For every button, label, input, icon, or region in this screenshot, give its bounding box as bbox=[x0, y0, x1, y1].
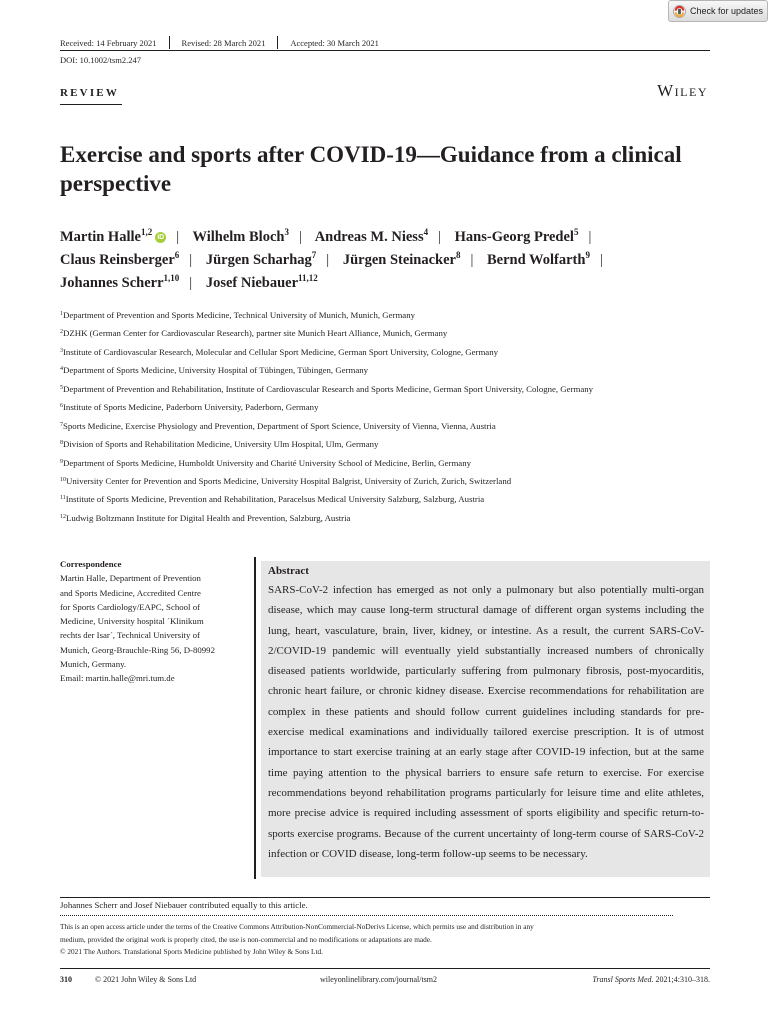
accepted-date: Accepted: 30 March 2021 bbox=[290, 37, 379, 48]
author-list: Martin Halle$^{1,2}$iD | Wilhelm Bloch$^3$ | Andreas M. Niess$^4$ | Hans-Georg Predel$^5$ | Claus Reinsberger$^6$ | Jürgen Scharhag$^7$ | Jürgen Steinacker$^8$ | Bernd Wolfarth$^9$ | Johannes Scherr$^{1,10}$ | Josef Niebauer$^{11,12}$ bbox=[60, 227, 603, 291]
correspondence-line: for Sports Cardiology/EAPC, School of bbox=[60, 601, 201, 612]
affiliation: $^1$Department of Prevention and Sports Medicine, Technical University of Munich, Munich, Germany bbox=[60, 310, 415, 320]
article-title: Exercise and sports after COVID-19—Guidance from a clinical perspective bbox=[60, 142, 682, 196]
affiliation: $^2$DZHK (German Center for Cardiovascular Research), partner site Munich Heart Alliance, Munich, Germany bbox=[60, 328, 448, 339]
correspondence-line: Medicine, University hospital ´Klinikum bbox=[60, 616, 204, 627]
author-name[interactable]: Josef Niebauer$^{11,12}$ bbox=[205, 273, 318, 291]
abstract-box bbox=[261, 561, 710, 877]
license-line: © 2021 The Authors. Translational Sports Medicine published by John Wiley & Sons Ltd. bbox=[60, 947, 324, 956]
footer-rule bbox=[60, 968, 710, 969]
correspondence-email[interactable]: Email: martin.halle@mri.tum.de bbox=[60, 673, 175, 684]
author-name[interactable]: Hans-Georg Predel$^5$ bbox=[454, 227, 579, 245]
article-dates bbox=[60, 36, 379, 49]
author-name[interactable]: Wilhelm Bloch$^3$ bbox=[192, 227, 289, 245]
section-underline bbox=[60, 104, 122, 105]
date-separator bbox=[277, 36, 278, 49]
correspondence-line: Martin Halle, Department of Prevention bbox=[60, 573, 201, 584]
correspondence-heading: Correspondence bbox=[60, 559, 122, 569]
affiliation: $^6$Institute of Sports Medicine, Paderborn University, Paderborn, Germany bbox=[60, 402, 319, 413]
check-for-updates-label: Check for updates bbox=[690, 6, 764, 16]
orcid-icon[interactable]: iD bbox=[157, 234, 165, 241]
header-rule bbox=[60, 50, 710, 51]
affiliation: $^3$Institute of Cardiovascular Research, Molecular and Cellular Sport Medicine, German Sport University, Cologne, Germany bbox=[60, 346, 499, 357]
journal-volume-pages: 2021;4:310–318. bbox=[655, 975, 710, 984]
abstract-heading: Abstract bbox=[268, 565, 309, 577]
license-line: This is an open access article under the terms of the Creative Commons Attribution-NonCommercial-NoDerivs License, which permits use and distribution in any bbox=[60, 922, 534, 931]
author-name[interactable]: Claus Reinsberger$^6$ bbox=[60, 250, 180, 268]
abstract-border bbox=[254, 557, 256, 879]
abstract-text: SARS-CoV-2 infection has emerged as not only a pulmonary but also potentially multi-organ disease, which may cause long-term structural damage of different organ systems including the lung, heart, vasculature, brain, liver, kidney, or intestine. As a result, the current SARS-CoV-2/COVID-19 pandemic will eventually yield substantially increased numbers of chronically diseased patients worldwide, particularly suffering from pulmonary fibrosis, post-myocarditis, chronic heart failure, or chronic kidney disease. Exercise recommendations for rehabilitation are complex in these patients and should follow current guidelines including standards for pre-exercise medical examinations and individually tailored exercise prescription. It is of utmost importance to start exercise training at an early stage after COVID-19 infection, but at the same time paying attention to the physical barriers to ensure safe return to exercise. For exercise recommendations beyond rehabilitation programs particularly for leisure time and elite athletes, more precise advice is required including assessment of sports eligibility and specific return-to-sports exercise programs. Because of the current uncertainty of long-term course of SARS-CoV-2 infection or COVID disease, long-term follow-up seems to be necessary. bbox=[268, 584, 704, 860]
author-name[interactable]: Martin Halle$^{1,2}$iD bbox=[60, 227, 165, 245]
affiliation: $^8$Division of Sports and Rehabilitation Medicine, University Ulm Hospital, Ulm, Germany bbox=[60, 439, 379, 450]
page-number: 310 bbox=[60, 975, 72, 984]
section-label: REVIEW bbox=[60, 87, 120, 99]
license-line: medium, provided the original work is properly cited, the use is non-commercial and no modifications or adaptations are made. bbox=[60, 934, 432, 944]
author-name[interactable]: Johannes Scherr$^{1,10}$ bbox=[60, 273, 180, 291]
revised-date: Revised: 28 March 2021 bbox=[181, 37, 266, 48]
author-name[interactable]: Jürgen Steinacker$^8$ bbox=[342, 250, 461, 268]
journal-citation bbox=[592, 975, 710, 984]
affiliation: $^7$Sports Medicine, Exercise Physiology and Prevention, Department of Sport Science, University of Vienna, Vienna, Austria bbox=[60, 420, 496, 431]
correspondence-line: Munich, Georg-Brauchle-Ring 56, D-80992 bbox=[60, 644, 215, 655]
contribution-footnote: Johannes Scherr and Josef Niebauer contributed equally to this article. bbox=[60, 900, 308, 910]
affiliation: $^{10}$University Center for Prevention and Sports Medicine, University Hospital Balgrist, University of Zurich, Zurich, Switzerland bbox=[60, 475, 512, 486]
author-name[interactable]: Jürgen Scharhag$^7$ bbox=[205, 250, 317, 268]
footer-copyright: © 2021 John Wiley & Sons Ltd bbox=[95, 975, 197, 984]
received-date: Received: 14 February 2021 bbox=[60, 37, 157, 48]
date-separator bbox=[169, 36, 170, 49]
check-for-updates-icon bbox=[673, 5, 686, 18]
affiliation: $^{12}$Ludwig Boltzmann Institute for Digital Health and Prevention, Salzburg, Austria bbox=[60, 512, 351, 523]
dotted-divider bbox=[60, 915, 673, 916]
journal-name: Transl Sports Med. bbox=[592, 975, 654, 984]
author-name[interactable]: Bernd Wolfarth$^9$ bbox=[487, 250, 590, 268]
affiliation: $^{11}$Institute of Sports Medicine, Prevention and Rehabilitation, Paracelsus Medical University Salzburg, Salzburg, Austria bbox=[60, 494, 485, 505]
affiliation-list bbox=[60, 308, 720, 529]
license-notice bbox=[60, 921, 700, 959]
correspondence-line: Munich, Germany. bbox=[60, 659, 127, 670]
journal-website-link[interactable]: wileyonlinelibrary.com/journal/tsm2 bbox=[320, 975, 438, 984]
check-for-updates-button[interactable] bbox=[668, 0, 768, 22]
affiliation: $^9$Department of Sports Medicine, Humboldt University and Charité University School of Medicine, Berlin, Germany bbox=[60, 457, 471, 468]
doi[interactable]: DOI: 10.1002/tsm2.247 bbox=[60, 55, 141, 65]
affiliation: $^4$Department of Sports Medicine, University Hospital of Tübingen, Tübingen, Germany bbox=[60, 365, 369, 376]
affiliation: $^5$Department of Prevention and Rehabilitation, Institute of Cardiovascular Research and Sports Medicine, German Sport University, Cologne, Germany bbox=[60, 383, 594, 394]
publisher-logo: Wiley bbox=[657, 81, 708, 100]
author-name[interactable]: Andreas M. Niess$^4$ bbox=[314, 227, 429, 245]
correspondence bbox=[60, 557, 245, 686]
footnote-rule bbox=[60, 897, 710, 898]
correspondence-line: rechts der Isar´, Technical University of bbox=[60, 630, 200, 641]
correspondence-line: and Sports Medicine, Accredited Centre bbox=[60, 587, 201, 598]
